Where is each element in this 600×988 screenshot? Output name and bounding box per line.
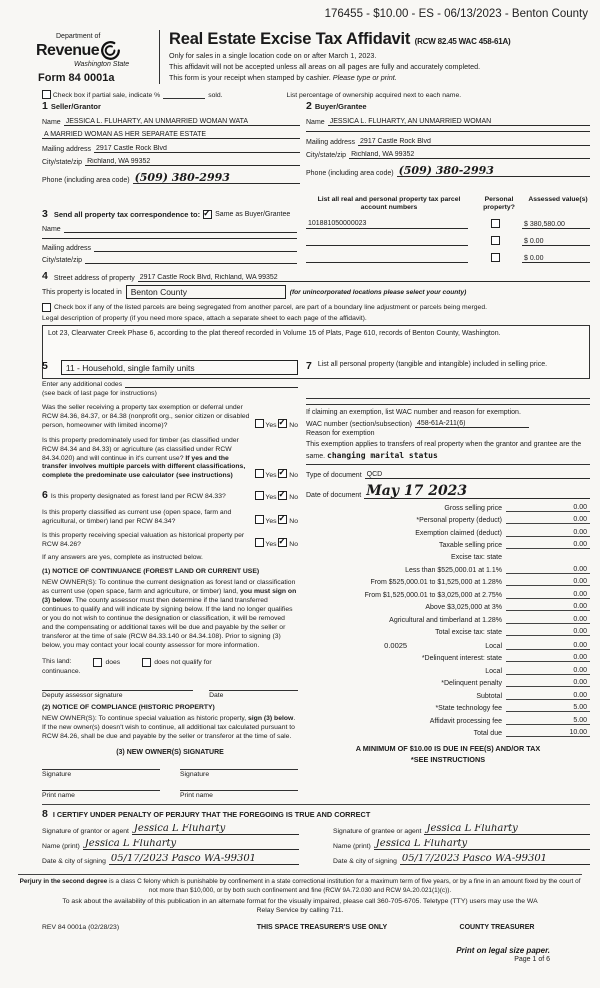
page-indicator: Page 1 of 6 [514,956,550,963]
fee-value[interactable]: 0.00 [506,679,590,687]
fee-label: Taxable selling price [438,542,502,550]
dor-swirl-icon [99,40,121,61]
no-checkbox[interactable] [278,538,287,547]
notice-text-bold: sign (3) below [248,714,294,722]
fee-value[interactable]: 0.00 [506,529,590,537]
dept-of-label: Department of [56,33,101,40]
subtitle-1: Only for sales in a single location code on or after March 1, 2023. [169,51,377,60]
does-label: does [105,658,121,666]
seller-city-label: City/state/zip [42,159,83,166]
fee-row [306,516,590,524]
continuance-label: continuance. [42,667,81,675]
fee-label: Agricultural and timberland at 1.28% [389,616,502,624]
street-address-value[interactable]: 2917 Castle Rock Blvd, Richland, WA 99352 [138,274,590,282]
personal-property-checkbox[interactable] [491,253,500,262]
corr-name-label: Name [42,225,61,233]
fee-row [306,541,590,549]
section-1-title: Seller/Grantor [50,102,101,111]
dor-logo [30,30,150,84]
fee-value[interactable]: 0.00 [506,504,590,512]
notice-continuance-title: (1) NOTICE OF CONTINUANCE (FOREST LAND OR CURRENT USE) [42,568,260,576]
parcel-row [306,253,590,263]
certify-statement: I CERTIFY UNDER PENALTY OF PERJURY THAT THE FOREGOING IS TRUE AND CORRECT [52,809,371,819]
owner-print-name-line[interactable]: Print name [42,790,160,799]
partial-sale-label: Check box if partial sale, indicate % [52,92,161,99]
doc-date-value[interactable]: May 17 2023 [364,484,590,499]
no-label: No [289,472,298,480]
section-5-6-column [42,360,298,799]
segregated-label: Check box if any of the listed parcels are being segregated from another parcel, are part of a boundary line adjustment or parcels being merged. [54,304,487,311]
seller-phone-label: Phone (including area code) [42,176,130,184]
corr-city-label: City/state/zip [42,257,83,264]
minimum-fee-note [306,744,590,764]
form-number: Form 84 0001a [38,72,115,84]
subtitle-3-em: Please type or print. [332,73,397,82]
fee-value[interactable]: 0.00 [506,667,590,675]
section-2-buyer [306,100,590,177]
fee-value[interactable]: 5.00 [506,704,590,712]
does-checkbox[interactable] [93,658,102,667]
grantor-signature[interactable]: Jessica L Fluharty [132,824,299,835]
county-treasurer-label: COUNTY TREASURER [459,924,535,931]
fee-value[interactable]: 0.00 [506,642,590,650]
does-not-checkbox[interactable] [142,658,151,667]
seller-mailing-value[interactable]: 2917 Castle Rock Blvd [94,145,300,153]
fee-label: From $525,000.01 to $1,525,000 at 1.28% [370,579,502,587]
washington-state-label: Washington State [74,61,130,68]
yes-checkbox[interactable] [255,491,264,500]
personal-property-label: List all personal property (tangible and intangible) included in selling price. [317,361,548,368]
section-3-title: Send all property tax correspondence to: [53,209,201,219]
grantor-sig-label: Signature of grantor or agent [42,828,129,835]
rev-form-id: REV 84 0001a (02/28/23) [42,924,120,931]
fee-value[interactable]: 0.00 [506,628,590,636]
buyer-mailing-value[interactable]: 2917 Castle Rock Blvd [358,138,590,146]
section-1-seller [42,100,300,184]
no-label: No [289,517,298,525]
yes-label: Yes [265,472,277,480]
assessed-value[interactable]: $ 0.00 [522,255,590,263]
doc-date-label: Date of document [306,492,362,500]
parcel-row [306,219,590,229]
buyer-mailing-label: Mailing address [306,138,356,146]
fee-label: Total due [473,730,502,738]
fee-label: *State technology fee [435,705,502,713]
reason-for-exemption-value[interactable] [306,440,590,465]
buyer-phone-value[interactable]: (509) 380-2993 [397,165,590,177]
fee-value[interactable]: 5.00 [506,717,590,725]
notice-text: . The county assessor must then determine if the land transferred continues to qualify and will indicate by signing below. If the land no longer qualifies or you do not wish to continue the designation or classification, it will be removed and the compensating or additional taxes will be due and payable by the seller or transferor at the time of sale (RCW 84.33.140 or 84.34.108). Prior to signing (3) below, you may contact your local county assessor for more information. [42,596,293,649]
question-text: Is this property receiving special valuation as historical property per RCW 84.26? [42,532,245,549]
no-label: No [289,493,298,501]
form-header [30,30,590,84]
print-legal-size-note: Print on legal size paper. [456,946,550,955]
owner-signature-line[interactable]: Signature [42,769,160,778]
yes-checkbox[interactable] [255,469,264,478]
owner-signature-line[interactable]: Signature [180,769,298,778]
additional-codes-label: Enter any additional codes [42,380,123,388]
excise-tax-state-header: Excise tax: state [451,554,502,562]
fee-label: Subtotal [476,692,502,700]
print-instructions [456,946,550,963]
treasurer-use-label: THIS SPACE TREASURER'S USE ONLY [256,924,388,931]
yes-checkbox[interactable] [255,515,264,524]
additional-codes-value[interactable] [125,387,298,388]
header-divider [159,30,160,84]
notice-text: . If the new owner(s) doesn't wish to continue, all additional tax calculated pursuant to RCW 84.26, shall be due and payable by the seller or transferor at the time of sale. [42,714,296,740]
grantee-date-label: Date & city of signing [333,858,397,865]
does-not-label: does not qualify for [154,658,212,666]
no-checkbox[interactable] [278,469,287,478]
subtitle-3-text: This form is your receipt when stamped by cashier. [169,73,333,82]
question-text: Is this property classified as current use (open space, farm and agricultural, or timber) land per RCW 84.34? [42,508,232,525]
question-tax-exemption [42,404,298,430]
parcel-number-value[interactable] [306,237,468,246]
fee-value[interactable]: 10.00 [506,729,590,737]
notice-compliance-body [42,715,298,742]
personal-property-checkbox[interactable] [491,219,500,228]
same-as-buyer-checkbox[interactable] [203,210,212,219]
fee-value[interactable]: 0.00 [506,516,590,524]
fee-label: Exemption claimed (deduct) [415,529,502,537]
grantee-signature-block [333,820,590,865]
buyer-city-value[interactable]: Richland, WA 99352 [349,151,590,159]
fee-value[interactable]: 0.00 [506,603,590,611]
fee-row [306,704,590,712]
segregated-checkbox[interactable] [42,303,51,312]
question-forest-land [42,489,298,503]
no-checkbox[interactable] [278,491,287,500]
yes-checkbox[interactable] [255,538,264,547]
fee-value[interactable]: 0.00 [506,566,590,574]
footer-row [42,924,572,931]
this-land-label: This land: [42,657,72,665]
reason-typed-text: changing marital status [327,450,438,460]
deputy-assessor-row [42,690,298,699]
section-1-number: 1 [42,100,48,112]
corr-city-value[interactable] [85,263,297,264]
fee-row [306,529,590,537]
notice-continuance-body [42,579,298,651]
owner-print-name-line[interactable]: Print name [180,790,298,799]
grantor-print-name[interactable]: Jessica L Fluharty [83,839,299,850]
fee-row [306,616,590,624]
grantor-signature-block [42,820,299,865]
seller-city-value[interactable]: Richland, WA 99352 [85,158,300,166]
grantee-signature[interactable]: Jessica L Fluharty [424,824,590,835]
assessed-value[interactable]: $ 380,580.00 [522,221,590,229]
fee-label: *Personal property (deduct) [416,517,502,525]
ownership-percent-note: List percentage of ownership acquired next to each name. [286,92,462,99]
if-any-yes-note: If any answers are yes, complete as instructed below. [42,554,203,562]
section-3-correspondence [42,208,297,264]
located-in-label: This property is located in [42,288,122,296]
county-select[interactable]: Benton County [126,285,286,299]
deputy-signature-line[interactable]: Deputy assessor signature [42,690,193,699]
perjury-rest-text: is a class C felony which is punishable by confinement in a state correctional institution for a maximum term of five years, or by a fine in an amount fixed by the court of not more than $10,000, or by both such confinement and fine (RCW 9A.72.030 and RCW 9A.20.021(1)(c)). [107,878,581,894]
new-owner-signature-title: (3) NEW OWNER(S) SIGNATURE [116,748,224,756]
legal-description-value: Lot 23, Clearwater Creek Phase 6, according to the plat thereof recorded in Volume 15 of Plats, Page 610, records of Benton County, Washington. [48,330,501,337]
notice-compliance-title: (2) NOTICE OF COMPLIANCE (HISTORIC PROPERTY) [42,703,215,711]
section-8-certification [42,804,590,865]
yes-label: Yes [265,422,277,430]
no-checkbox[interactable] [278,515,287,524]
revenue-wordmark: Revenue [36,41,100,59]
fee-row [306,628,590,636]
fee-value[interactable]: 0.00 [506,616,590,624]
notice-text: NEW OWNER(S): To continue the current designation as forest land or classification as current use (open space, farm and agriculture, or timber) land, [42,579,296,595]
fee-label: Gross selling price [444,504,502,512]
fee-label: Local [485,667,502,675]
fee-row [306,578,590,586]
fee-value[interactable]: 0.00 [506,541,590,549]
buyer-name-value[interactable]: JESSICA L. FLUHARTY, AN UNMARRIED WOMAN [328,118,590,126]
fee-value[interactable]: 0.00 [506,591,590,599]
yes-label: Yes [265,517,277,525]
unincorporated-note: (for unincorporated locations please select your county) [289,288,467,296]
alternate-format-notice: To ask about the availability of this publication in an alternate format for the visually impaired, please call 360-705-6705. Teletype (TTY) users may use the WA Relay Service by calling 711. [62,898,538,915]
fee-row [306,504,590,512]
question-text: Is this property predominately used for timber (as classified under RCW 84.34 and 84.33) or agriculture (as classified under RCW 84.34.020) and will continue in it's current use? [42,436,239,462]
fee-row [306,679,590,687]
cashier-stamp: 176455 - $10.00 - ES - 06/13/2023 - Benton County [324,8,588,20]
partial-sale-percent-field[interactable] [163,98,205,99]
grantee-print-label: Name (print) [333,843,371,850]
question-text-bold: If yes and the transfer involves multiple parcels with different classifications, complete the predominate use calculator (see instructions) [42,454,246,480]
fee-row-total-due [306,729,590,737]
buyer-name-value-2[interactable] [306,131,590,132]
subtitle-3 [169,73,590,82]
section-8-number: 8 [42,808,48,820]
seller-mailing-label: Mailing address [42,145,92,153]
notice-text: NEW OWNER(S): To continue special valuation as historic property, [42,714,248,722]
fee-row [306,717,590,725]
section-5-number: 5 [42,360,48,372]
yes-label: Yes [265,541,277,549]
no-label: No [289,541,298,549]
wac-number-label: WAC number (section/subsection) [306,420,412,428]
assessed-value-col-header: Assessed value(s) [528,196,588,203]
street-address-label: Street address of property [53,275,135,282]
partial-sale-checkbox[interactable] [42,90,51,99]
fee-row [306,591,590,599]
doc-type-value[interactable]: QCD [365,471,590,479]
buyer-name-label: Name [306,118,325,126]
grantor-date-label: Date & city of signing [42,858,106,865]
question-current-use [42,509,298,527]
section-2-title: Buyer/Grantee [314,102,367,111]
yes-label: Yes [265,493,277,501]
reason-for-exemption-label: Reason for exemption [306,429,375,437]
grantor-print-label: Name (print) [42,843,80,850]
fee-label: Affidavit processing fee [429,717,502,725]
fee-label: *Delinquent interest: state [421,655,502,663]
no-label: No [289,422,298,430]
fee-row-local-rate [306,641,590,650]
assessed-value[interactable]: $ 0.00 [522,238,590,246]
page-title [169,30,590,49]
fee-label: Above $3,025,000 at 3% [425,604,502,612]
parcel-table [306,196,590,263]
seller-name-value[interactable]: JESSICA L. FLUHARTY, AN UNMARRIED WOMAN WATA [64,118,300,126]
parcel-row [306,236,590,246]
fee-label: *Delinquent penalty [441,680,502,688]
buyer-city-label: City/state/zip [306,152,347,159]
corr-name-value[interactable] [64,232,297,233]
corr-blank-line[interactable] [42,238,297,239]
buyer-phone-label: Phone (including area code) [306,169,394,177]
sold-label: sold. [208,92,223,99]
seller-phone-value[interactable]: (509) 380-2993 [133,172,300,184]
perjury-notice [18,874,582,895]
see-back-note: (see back of last page for instructions) [42,389,157,397]
fee-row [306,667,590,675]
minimum-fee-text: A MINIMUM OF $10.00 IS DUE IN FEE(S) AND/OR TAX [355,744,541,754]
fee-label: Less than $525,000.01 at 1.1% [405,566,502,574]
perjury-bold-text: Perjury in the second degree [19,878,108,885]
title-rcw: (RCW 82.45 WAC 458-61A) [414,37,511,46]
grantor-date-city[interactable]: 05/17/2023 Pasco WA-99301 [109,854,299,865]
fee-row [306,603,590,611]
fee-value[interactable]: 0.00 [506,692,590,700]
seller-name-value-2[interactable]: A MARRIED WOMAN AS HER SEPARATE ESTATE [42,131,300,139]
fee-row [306,692,590,700]
question-text: Was the seller receiving a property tax exemption or deferral under RCW 84.36, 84.37, or 84.38 (nonprofit org., senior citizen or disabled person, homeowner with limited income)? [42,404,250,430]
yes-checkbox[interactable] [255,419,264,428]
fee-row [306,566,590,574]
new-owner-signature-grid [42,769,298,799]
corr-mailing-value[interactable] [94,251,297,252]
title-text: Real Estate Excise Tax Affidavit [169,30,411,48]
fee-label: From $1,525,000.01 to $3,025,000 at 2.75% [364,591,502,599]
personal-property-col-header: Personal property? [483,196,515,212]
section-4-number: 4 [42,270,48,282]
section-7-column [306,360,590,765]
deputy-date-line[interactable]: Date [209,690,298,699]
notice-text-bold: you must sign on (3) below [42,587,297,604]
see-instructions-text: *SEE INSTRUCTIONS [410,754,486,764]
parcel-number-value[interactable] [306,254,468,263]
legal-description-label: Legal description of property (if you need more space, attach a separate sheet to each page of the affidavit). [42,315,367,322]
partial-sale-row [42,90,590,99]
grantee-date-city[interactable]: 05/17/2023 Pasco WA-99301 [400,854,590,865]
fee-value[interactable]: 0.00 [506,578,590,586]
section-7-number: 7 [306,360,312,372]
doc-type-label: Type of document [306,471,362,479]
land-qualify-row [42,658,298,667]
exemption-note: If claiming an exemption, list WAC number and reason for exemption. [306,404,590,416]
no-checkbox[interactable] [278,419,287,428]
fee-label: Total excise tax: state [435,629,502,637]
fee-label: Local [485,642,502,650]
seller-name-label: Name [42,118,61,126]
question-historical [42,532,298,550]
local-rate-value: 0.0025 [384,640,408,650]
grantee-sig-label: Signature of grantee or agent [333,828,422,835]
reason-text: This exemption applies to transfers of real property when the grantor and grantee are the same. [306,440,582,460]
section-6-number: 6 [42,489,48,502]
same-as-buyer-label: Same as Buyer/Grantee [215,210,291,218]
personal-property-field[interactable] [306,374,590,399]
land-use-code-field[interactable]: 11 - Household, single family units [61,360,298,375]
grantee-print-name[interactable]: Jessica L Fluharty [374,839,590,850]
fee-row [306,654,590,662]
section-2-number: 2 [306,100,312,112]
question-text: Is this property designated as forest land per RCW 84.33? [50,493,226,501]
section-3-number: 3 [42,208,48,220]
wac-number-value[interactable]: 458-61A-211(6) [415,420,529,428]
personal-property-checkbox[interactable] [491,236,500,245]
subtitle-2: This affidavit will not be accepted unless all areas on all pages are fully and accurately completed. [169,62,481,71]
parcel-number-value[interactable]: 101881050000023 [306,220,468,229]
fee-value[interactable]: 0.00 [506,654,590,662]
parcel-col-header: List all real and personal property tax parcel account numbers [317,196,461,212]
corr-mailing-label: Mailing address [42,244,92,252]
question-timber-agriculture [42,437,298,481]
